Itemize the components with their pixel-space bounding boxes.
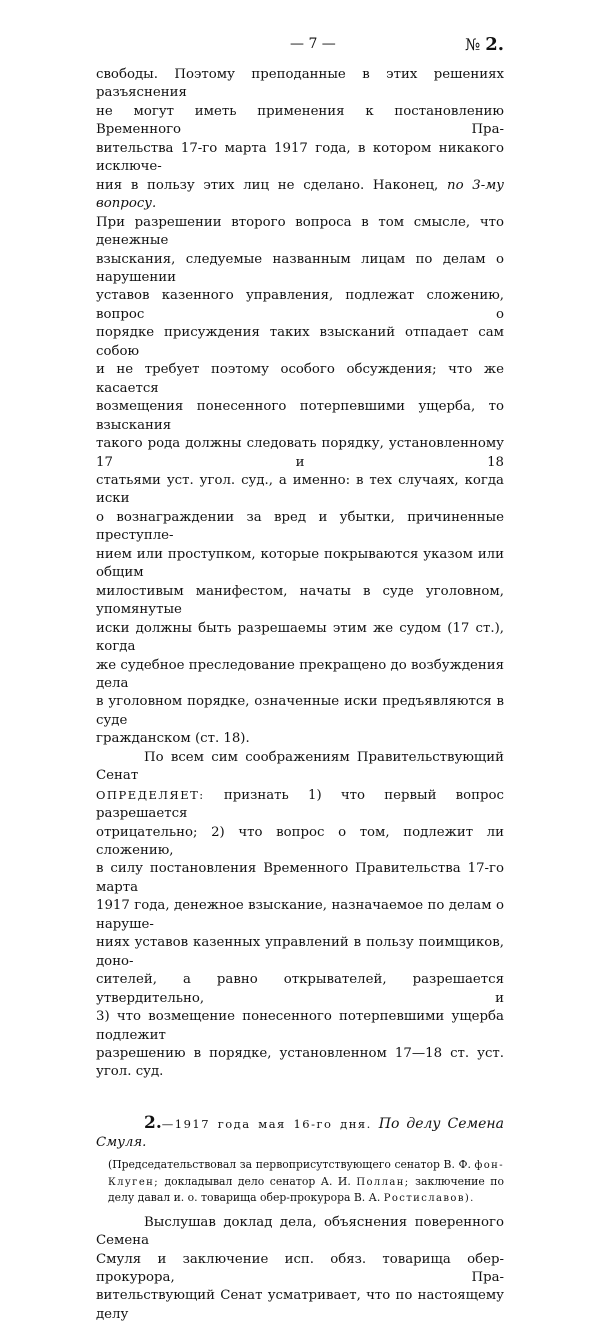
text-fragment: признать 1) что первый вопрос разрешается: [96, 787, 504, 822]
note-fragment: делу давал и. о. товарища обер-прокурора В. А.: [108, 1191, 381, 1205]
text-line: отрицательно; 2) что вопрос о том, подлежит ли сложению,: [96, 824, 504, 859]
text-line: о вознаграждении за вред и убытки, причиненные преступле-: [96, 509, 504, 544]
note-fragment: докладывал дело сенатор А. И.: [164, 1174, 351, 1188]
text-line: вительства 17-го марта 1917 года, в котором никакого исключе-: [96, 140, 504, 175]
text-line: милостивым манифестом, начаты в суде уголовном, упомянутые: [96, 583, 504, 618]
spaced-name: Клуген;: [108, 1176, 159, 1188]
text-line: в уголовном порядке, означенные иски предъявляются в суде: [96, 694, 504, 728]
text-line: Смуля и заключение исп. обяз. товарища обер-прокурора, Пра-: [96, 1251, 504, 1285]
italic-fragment: по 3-му вопросу.: [96, 177, 504, 212]
decision-heading-number: 2.: [144, 1112, 162, 1133]
note-fragment: заключение по: [415, 1174, 505, 1188]
text-line: ниях уставов казенных управлений в пользу поимщиков, доно-: [96, 935, 504, 969]
case-title: По делу Семена: [378, 1115, 504, 1132]
decision-date: —1917 года мая 16-го дня.: [161, 1116, 372, 1131]
text-line: возмещения понесенного потерпевшими ущерба, то взыскания: [96, 399, 504, 433]
text-line: нием или проступком, которые покрываются указом или общим: [96, 546, 504, 581]
text-line: 3) что возмещение понесенного потерпевшими ущерба подлежит: [96, 1009, 504, 1043]
text-line: же судебное преследование прекращено до возбуждения дела: [96, 657, 504, 691]
text-line: иски должны быть разрешаемы этим же судом (17 ст.), когда: [96, 620, 504, 655]
text-body: [96, 66, 504, 1324]
text-line: гражданском (ст. 18).: [96, 731, 250, 747]
note-line: [108, 1174, 504, 1190]
number-sign: №: [464, 35, 481, 54]
text-line: При разрешении второго вопроса в том смысле, что денежные: [96, 214, 504, 249]
spaced-keyword: ОПРЕДЕЛЯЕТ:: [96, 787, 205, 802]
note-fragment: (Председательствовал за первоприсутствующего сенатор В. Ф.: [108, 1158, 471, 1172]
text-line: уставов казенного управления, подлежат сложению, вопрос о: [96, 288, 504, 322]
text-line: [96, 177, 504, 214]
text-line: По всем сим соображениям Правительствующий Сенат: [96, 749, 504, 784]
text-line: свободы. Поэтому преподанные в этих решениях разъяснения: [96, 67, 504, 101]
text-line: разрешению в порядке, установленном 17—18 ст. уст. угол. суд.: [96, 1046, 504, 1080]
spaced-name: Поллан;: [356, 1176, 410, 1188]
text-line: сителей, а равно открывателей, разрешается утвердительно, и: [96, 972, 504, 1006]
text-fragment: ния в пользу этих лиц не сделано. Наконец,: [96, 177, 439, 193]
text-line: Выслушав доклад дела, объяснения поверенного Семена: [96, 1214, 504, 1249]
text-line: и не требует поэтому особого обсуждения; что же касается: [96, 362, 504, 396]
text-line: 1917 года, денежное взыскание, назначаемое по делам о наруше-: [96, 898, 504, 932]
case-title-cont: Смуля.: [96, 1134, 147, 1150]
decision-number-value: 2.: [485, 34, 504, 55]
text-line: порядке присуждения таких взысканий отпадает сам собою: [96, 325, 504, 359]
page-header: [0, 36, 600, 56]
court-composition-note: [108, 1157, 504, 1206]
text-line: вительствующий Сенат усматривает, что по настоящему делу: [96, 1288, 504, 1322]
text-line: взыскания, следуемые названным лицам по делам о нарушении: [96, 251, 504, 285]
text-line: статьями уст. угол. суд., а именно: в тех случаях, когда иски: [96, 472, 504, 507]
text-line: [96, 786, 504, 824]
note-line: [108, 1190, 504, 1206]
page-number: — 7 —: [290, 36, 336, 52]
decision-heading: [96, 1114, 504, 1134]
spaced-name: Ростиславов).: [383, 1193, 475, 1205]
spaced-name: фон-: [474, 1160, 505, 1172]
note-line: [108, 1157, 504, 1173]
decision-number-header: [465, 34, 504, 55]
text-line: такого рода должны следовать порядку, установленному 17 и 18: [96, 436, 504, 470]
text-line: не могут иметь применения к постановлению Временного Пра-: [96, 103, 504, 138]
text-line: в силу постановления Временного Правительства 17-го марта: [96, 861, 504, 895]
